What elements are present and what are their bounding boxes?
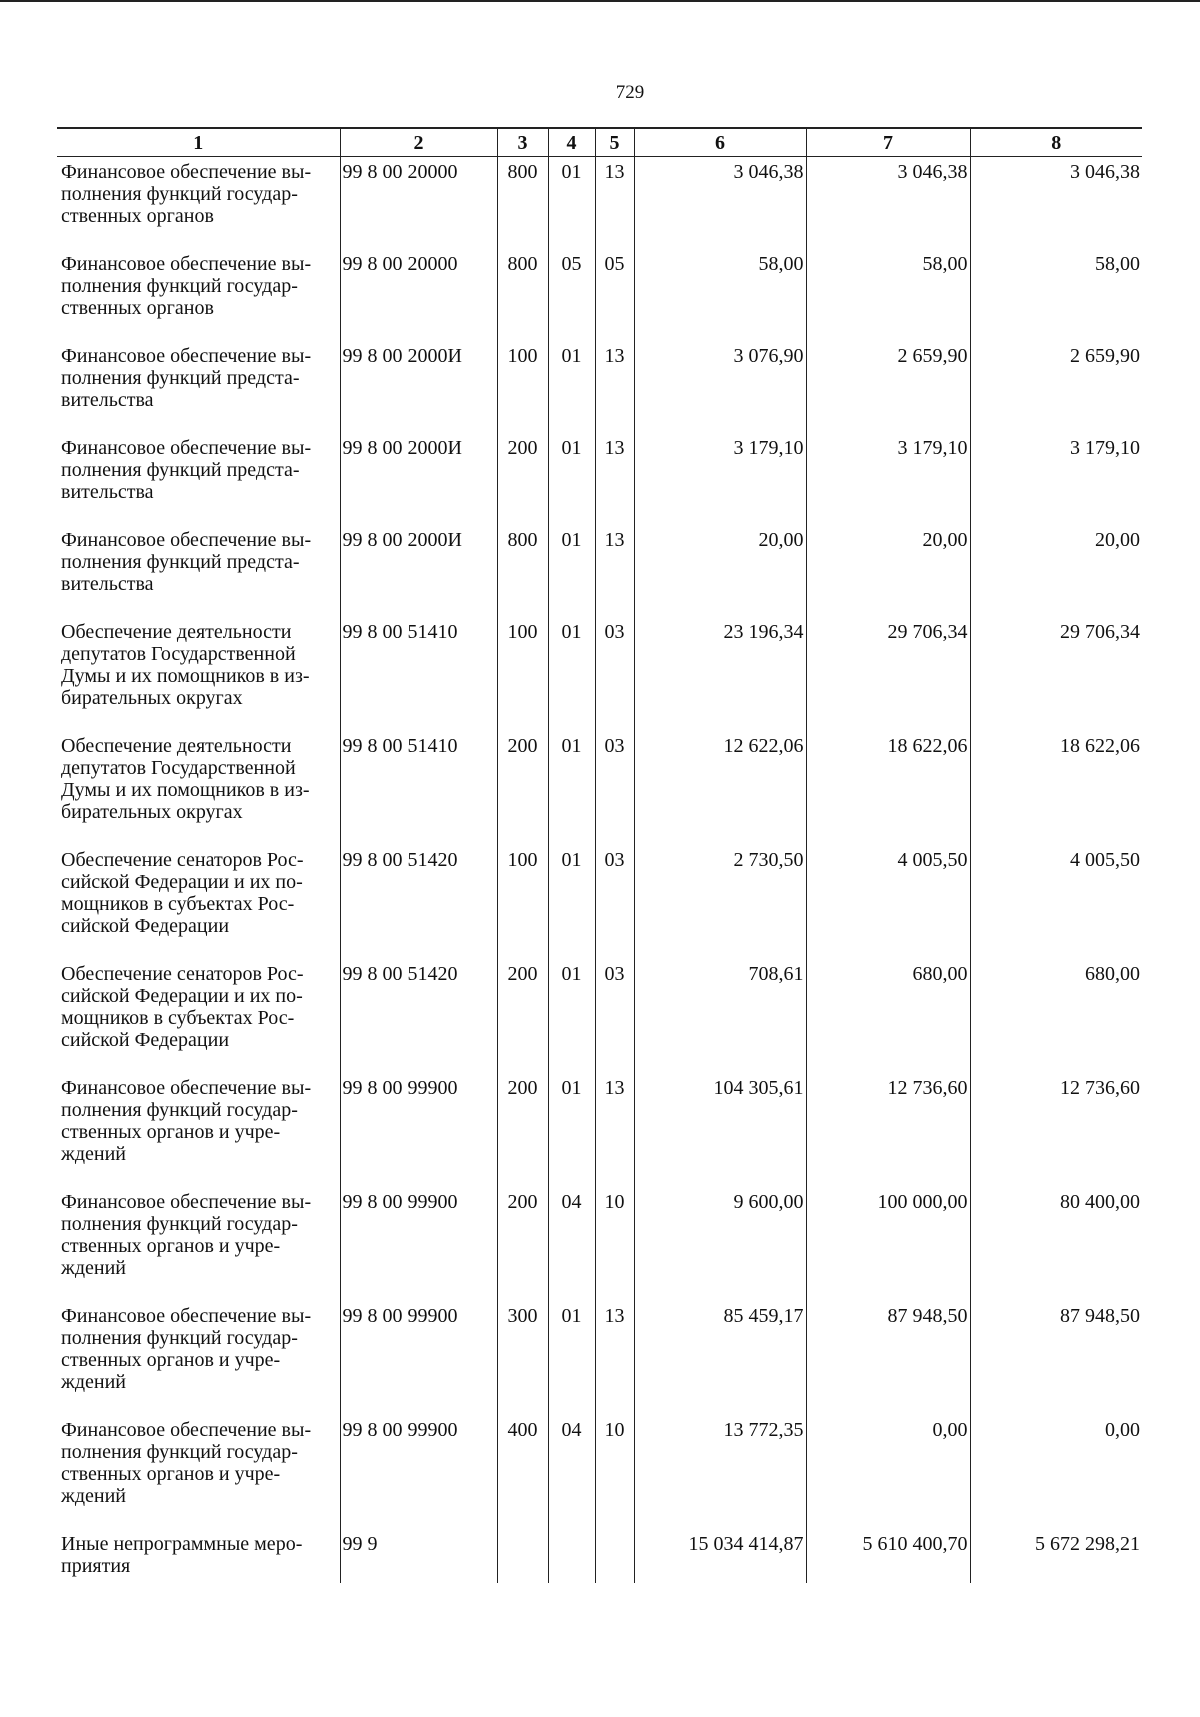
row-col-5: 13 bbox=[595, 334, 634, 426]
row-col-4: 01 bbox=[548, 157, 595, 243]
row-col-5: 13 bbox=[595, 1294, 634, 1408]
row-col-4: 01 bbox=[548, 838, 595, 952]
row-name: Финансовое обеспечение вы-полнения функций государ-ственных органов и учре-ждений bbox=[61, 1305, 312, 1393]
row-name: Финансовое обеспечение вы-полнения функций государ-ственных органов bbox=[61, 161, 312, 227]
row-value-8: 20,00 bbox=[970, 518, 1142, 610]
table-row bbox=[57, 838, 1142, 952]
row-col-5: 05 bbox=[595, 242, 634, 334]
row-col-5: 03 bbox=[595, 724, 634, 838]
row-code: 99 8 00 99900 bbox=[340, 1066, 497, 1180]
row-code: 99 8 00 51420 bbox=[340, 838, 497, 952]
row-value-8: 29 706,34 bbox=[970, 610, 1142, 724]
row-name: Иные непрограммные меро-приятия bbox=[61, 1533, 303, 1577]
row-value-8: 18 622,06 bbox=[970, 724, 1142, 838]
row-value-8: 12 736,60 bbox=[970, 1066, 1142, 1180]
row-col-5 bbox=[595, 1522, 634, 1583]
row-col-3: 200 bbox=[497, 724, 548, 838]
table-row bbox=[57, 1522, 1142, 1583]
row-name: Финансовое обеспечение вы-полнения функций предста-вительства bbox=[61, 345, 312, 411]
row-value-8: 80 400,00 bbox=[970, 1180, 1142, 1294]
row-col-5: 03 bbox=[595, 838, 634, 952]
row-value-6: 9 600,00 bbox=[634, 1180, 806, 1294]
row-col-5: 13 bbox=[595, 1066, 634, 1180]
row-value-7: 20,00 bbox=[806, 518, 970, 610]
row-value-7: 18 622,06 bbox=[806, 724, 970, 838]
table-row bbox=[57, 334, 1142, 426]
row-col-3: 100 bbox=[497, 838, 548, 952]
header-col-5: 5 bbox=[595, 128, 634, 157]
row-value-7: 680,00 bbox=[806, 952, 970, 1066]
row-value-7: 2 659,90 bbox=[806, 334, 970, 426]
row-value-6: 15 034 414,87 bbox=[634, 1522, 806, 1583]
row-name: Финансовое обеспечение вы-полнения функций государ-ственных органов и учре-ждений bbox=[61, 1077, 312, 1165]
row-value-6: 3 076,90 bbox=[634, 334, 806, 426]
table-row bbox=[57, 426, 1142, 518]
row-name: Финансовое обеспечение вы-полнения функций государ-ственных органов bbox=[61, 253, 312, 319]
row-value-8: 3 046,38 bbox=[970, 157, 1142, 243]
row-col-4 bbox=[548, 1522, 595, 1583]
row-col-3: 400 bbox=[497, 1408, 548, 1522]
row-col-3: 300 bbox=[497, 1294, 548, 1408]
table-row bbox=[57, 518, 1142, 610]
table-row bbox=[57, 157, 1142, 243]
header-col-2: 2 bbox=[340, 128, 497, 157]
row-col-5: 10 bbox=[595, 1408, 634, 1522]
header-col-8: 8 bbox=[970, 128, 1142, 157]
row-col-3: 800 bbox=[497, 242, 548, 334]
row-name: Обеспечение деятельности депутатов Государственной Думы и их помощников в из-бирательных округах bbox=[61, 621, 310, 709]
header-col-6: 6 bbox=[634, 128, 806, 157]
row-col-5: 03 bbox=[595, 952, 634, 1066]
row-col-5: 10 bbox=[595, 1180, 634, 1294]
row-col-4: 01 bbox=[548, 952, 595, 1066]
row-col-3: 800 bbox=[497, 518, 548, 610]
table-row bbox=[57, 1066, 1142, 1180]
row-value-7: 29 706,34 bbox=[806, 610, 970, 724]
table-row bbox=[57, 952, 1142, 1066]
header-col-7: 7 bbox=[806, 128, 970, 157]
row-col-3: 200 bbox=[497, 1180, 548, 1294]
row-value-6: 2 730,50 bbox=[634, 838, 806, 952]
row-code: 99 8 00 2000И bbox=[340, 334, 497, 426]
row-code: 99 8 00 2000И bbox=[340, 518, 497, 610]
row-value-8: 5 672 298,21 bbox=[970, 1522, 1142, 1583]
table-row bbox=[57, 1294, 1142, 1408]
row-value-7: 3 046,38 bbox=[806, 157, 970, 243]
row-col-3 bbox=[497, 1522, 548, 1583]
row-col-4: 01 bbox=[548, 1066, 595, 1180]
page-number: 729 bbox=[615, 82, 645, 103]
header-row bbox=[57, 128, 1142, 157]
row-value-6: 85 459,17 bbox=[634, 1294, 806, 1408]
row-value-6: 3 179,10 bbox=[634, 426, 806, 518]
top-border-line bbox=[0, 0, 1200, 2]
row-code: 99 9 bbox=[340, 1522, 497, 1583]
header-col-3: 3 bbox=[497, 128, 548, 157]
row-col-3: 200 bbox=[497, 426, 548, 518]
row-code: 99 8 00 20000 bbox=[340, 242, 497, 334]
row-col-4: 04 bbox=[548, 1180, 595, 1294]
row-value-8: 4 005,50 bbox=[970, 838, 1142, 952]
row-col-4: 01 bbox=[548, 724, 595, 838]
row-value-8: 2 659,90 bbox=[970, 334, 1142, 426]
row-col-5: 13 bbox=[595, 157, 634, 243]
row-code: 99 8 00 2000И bbox=[340, 426, 497, 518]
row-col-4: 01 bbox=[548, 334, 595, 426]
table-row bbox=[57, 1408, 1142, 1522]
row-code: 99 8 00 99900 bbox=[340, 1294, 497, 1408]
row-col-5: 13 bbox=[595, 426, 634, 518]
row-value-7: 3 179,10 bbox=[806, 426, 970, 518]
row-value-8: 58,00 bbox=[970, 242, 1142, 334]
row-value-7: 0,00 bbox=[806, 1408, 970, 1522]
row-value-8: 3 179,10 bbox=[970, 426, 1142, 518]
row-value-6: 13 772,35 bbox=[634, 1408, 806, 1522]
row-code: 99 8 00 99900 bbox=[340, 1408, 497, 1522]
row-value-6: 104 305,61 bbox=[634, 1066, 806, 1180]
row-value-6: 3 046,38 bbox=[634, 157, 806, 243]
header-col-4: 4 bbox=[548, 128, 595, 157]
row-value-6: 12 622,06 bbox=[634, 724, 806, 838]
row-value-6: 20,00 bbox=[634, 518, 806, 610]
row-col-4: 01 bbox=[548, 426, 595, 518]
row-value-7: 87 948,50 bbox=[806, 1294, 970, 1408]
budget-table bbox=[57, 127, 1142, 1583]
row-value-7: 100 000,00 bbox=[806, 1180, 970, 1294]
row-name: Финансовое обеспечение вы-полнения функций предста-вительства bbox=[61, 529, 312, 595]
row-name: Обеспечение сенаторов Рос-сийской Федерации и их по-мощников в субъектах Рос-сийской Федерации bbox=[61, 963, 304, 1051]
row-value-6: 708,61 bbox=[634, 952, 806, 1066]
row-name: Финансовое обеспечение вы-полнения функций государ-ственных органов и учре-ждений bbox=[61, 1191, 312, 1279]
row-value-7: 5 610 400,70 bbox=[806, 1522, 970, 1583]
header-col-1: 1 bbox=[57, 128, 340, 157]
row-col-3: 100 bbox=[497, 610, 548, 724]
row-value-6: 23 196,34 bbox=[634, 610, 806, 724]
row-name: Финансовое обеспечение вы-полнения функций предста-вительства bbox=[61, 437, 312, 503]
row-col-3: 800 bbox=[497, 157, 548, 243]
row-col-4: 05 bbox=[548, 242, 595, 334]
row-name: Обеспечение деятельности депутатов Государственной Думы и их помощников в из-бирательных округах bbox=[61, 735, 310, 823]
row-col-4: 04 bbox=[548, 1408, 595, 1522]
row-col-4: 01 bbox=[548, 1294, 595, 1408]
row-code: 99 8 00 51420 bbox=[340, 952, 497, 1066]
table-row bbox=[57, 1180, 1142, 1294]
row-col-5: 13 bbox=[595, 518, 634, 610]
row-value-8: 87 948,50 bbox=[970, 1294, 1142, 1408]
row-value-7: 4 005,50 bbox=[806, 838, 970, 952]
row-code: 99 8 00 20000 bbox=[340, 157, 497, 243]
row-name: Финансовое обеспечение вы-полнения функций государ-ственных органов и учре-ждений bbox=[61, 1419, 312, 1507]
row-value-8: 0,00 bbox=[970, 1408, 1142, 1522]
table-row bbox=[57, 724, 1142, 838]
row-col-5: 03 bbox=[595, 610, 634, 724]
row-col-4: 01 bbox=[548, 610, 595, 724]
row-col-3: 100 bbox=[497, 334, 548, 426]
row-col-4: 01 bbox=[548, 518, 595, 610]
table-row bbox=[57, 242, 1142, 334]
row-code: 99 8 00 99900 bbox=[340, 1180, 497, 1294]
row-col-3: 200 bbox=[497, 952, 548, 1066]
row-value-7: 12 736,60 bbox=[806, 1066, 970, 1180]
row-value-7: 58,00 bbox=[806, 242, 970, 334]
row-code: 99 8 00 51410 bbox=[340, 724, 497, 838]
row-code: 99 8 00 51410 bbox=[340, 610, 497, 724]
row-value-6: 58,00 bbox=[634, 242, 806, 334]
table-row bbox=[57, 610, 1142, 724]
row-col-3: 200 bbox=[497, 1066, 548, 1180]
row-value-8: 680,00 bbox=[970, 952, 1142, 1066]
row-name: Обеспечение сенаторов Рос-сийской Федерации и их по-мощников в субъектах Рос-сийской Федерации bbox=[61, 849, 304, 937]
